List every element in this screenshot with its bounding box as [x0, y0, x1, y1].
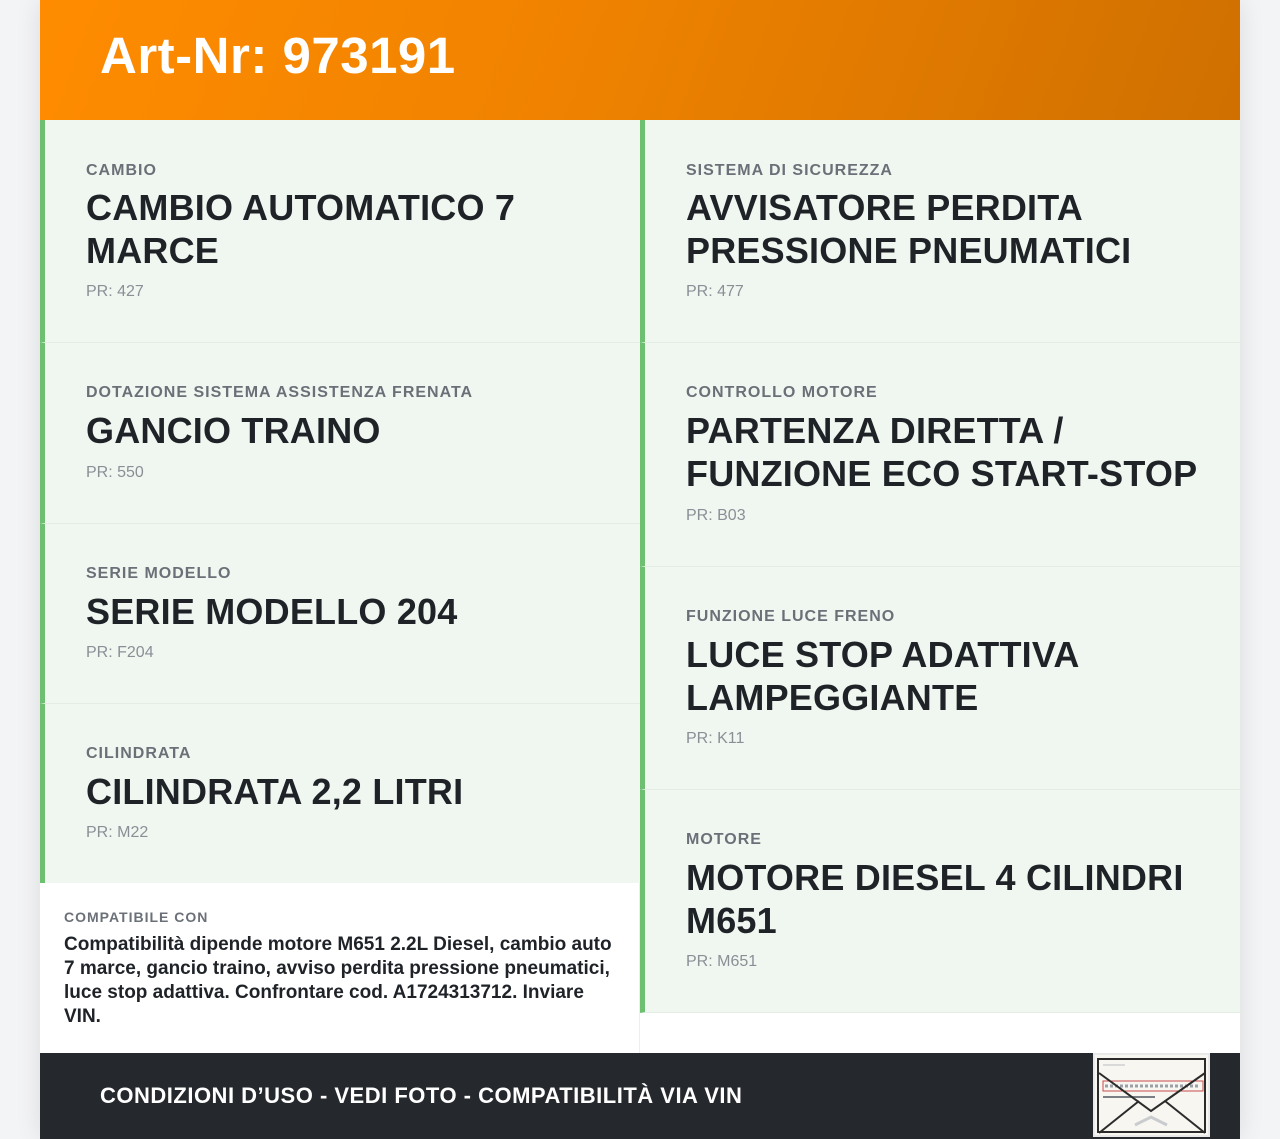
spec-label: DOTAZIONE SISTEMA ASSISTENZA FRENATA: [86, 384, 474, 401]
spec-value: PARTENZA DIRETTA / FUNZIONE ECO START-STOP: [686, 410, 1198, 494]
spec-label: MOTORE: [686, 831, 762, 848]
envelope-graphic: [1095, 1055, 1208, 1135]
article-number-title: Art-Nr: 973191: [100, 27, 456, 84]
spec-value: SERIE MODELLO 204: [86, 591, 458, 632]
spec-value: GANCIO TRAINO: [86, 410, 381, 451]
spec-card-motore: [640, 790, 1240, 1013]
spec-label: CAMBIO: [86, 162, 157, 179]
compatibility-text: Compatibilità dipende motore M651 2.2L Diesel, cambio auto 7 marce, gancio traino, avviso perdita pressione pneumatici, luce stop adattiva. Confrontare cod. A1724313712. Inviare VIN.: [64, 934, 612, 1027]
spec-pr-code: PR: B03: [686, 507, 746, 524]
footer-bar: [40, 1053, 1240, 1139]
spec-card-cambio: [40, 120, 640, 343]
spec-card-dotazione: [40, 343, 640, 524]
spec-pr-code: PR: 550: [86, 464, 144, 481]
spec-card-controllo-motore: [640, 343, 1240, 567]
spec-value: LUCE STOP ADATTIVA LAMPEGGIANTE: [686, 634, 1079, 718]
spec-pr-code: PR: F204: [86, 644, 154, 661]
spec-pr-code: PR: M651: [686, 953, 758, 970]
spec-card-serie-modello: [40, 524, 640, 704]
spec-pr-code: PR: K11: [686, 730, 745, 747]
spec-label: CONTROLLO MOTORE: [686, 384, 878, 401]
spec-card-luce-freno: [640, 567, 1240, 790]
spec-label: CILINDRATA: [86, 745, 192, 762]
compatibility-label: COMPATIBILE CON: [64, 909, 209, 925]
spec-card-sicurezza: [640, 120, 1240, 343]
spec-value: CILINDRATA 2,2 LITRI: [86, 771, 464, 812]
spec-pr-code: PR: 427: [86, 283, 144, 300]
mail-envelope-photo-icon[interactable]: [1093, 1053, 1210, 1137]
compatibility-section: [40, 883, 640, 1053]
footer-conditions-text: CONDIZIONI D’USO - VEDI FOTO - COMPATIBILITÀ VIA VIN: [100, 1083, 743, 1108]
header-bar: [40, 0, 1240, 120]
spec-value: MOTORE DIESEL 4 CILINDRI M651: [686, 857, 1184, 941]
spec-value: CAMBIO AUTOMATICO 7 MARCE: [86, 187, 516, 271]
spec-label: FUNZIONE LUCE FRENO: [686, 608, 896, 625]
product-sheet: [40, 0, 1240, 1139]
spec-pr-code: PR: M22: [86, 824, 149, 841]
spec-pr-code: PR: 477: [686, 283, 744, 300]
spec-label: SERIE MODELLO: [86, 565, 232, 582]
spec-label: SISTEMA DI SICUREZZA: [686, 162, 893, 179]
spec-card-cilindrata: [40, 704, 640, 884]
spec-value: AVVISATORE PERDITA PRESSIONE PNEUMATICI: [686, 187, 1132, 271]
